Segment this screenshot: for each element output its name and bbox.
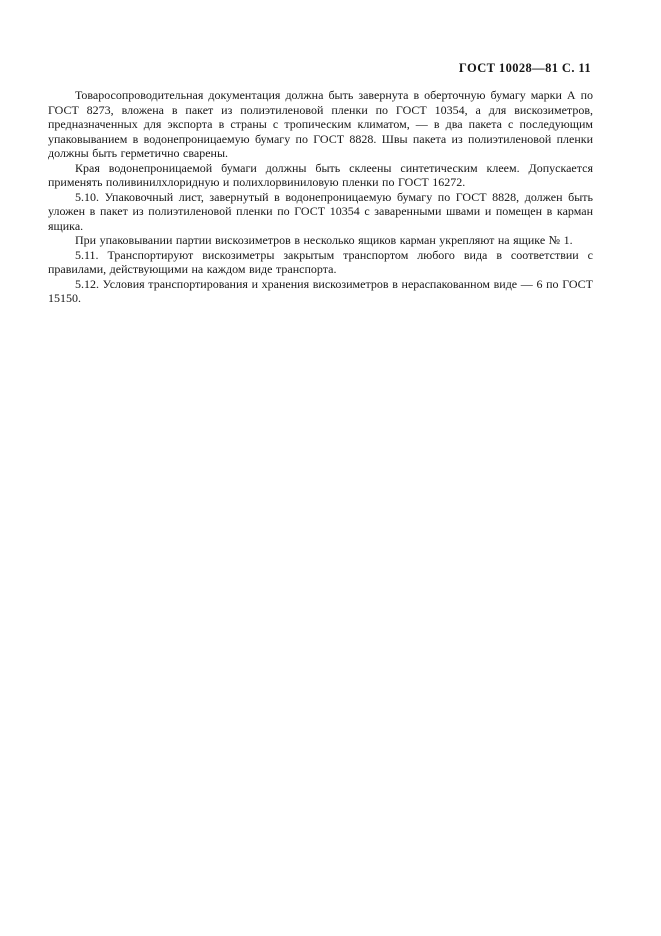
paragraph-paper-edges: Края водонепроницаемой бумаги должны быть склеены синтетическим клеем. Допускается применять поливинилхлоридную и полихлорвиниловую пленки по ГОСТ 16272. bbox=[48, 160, 593, 189]
paragraph-5-12: 5.12. Условия транспортирования и хранения вискозиметров в нераспакованном виде — 6 по ГОСТ 15150. bbox=[48, 276, 593, 305]
document-body bbox=[48, 88, 593, 306]
paragraph-transport-docs: Товаросопроводительная документация должна быть завернута в оберточную бумагу марки А по ГОСТ 8273, вложена в пакет из полиэтиленовой пленки по ГОСТ 10354, а для вискозиметров, предназначенных для экспорта в страны с тропическим климатом, — в два пакета с последующим упаковыванием в водонепроницаемую бумагу по ГОСТ 8828. Швы пакета из полиэтиленовой пленки должны быть герметично сварены. bbox=[48, 88, 593, 160]
paragraph-5-10: 5.10. Упаковочный лист, завернутый в водонепроницаемую бумагу по ГОСТ 8828, должен быть уложен в пакет из полиэтиленовой пленки по ГОСТ 10354 с заваренными швами и помещен в карман ящика. bbox=[48, 189, 593, 233]
paragraph-batch-packing: При упаковывании партии вискозиметров в несколько ящиков карман укрепляют на ящике № 1. bbox=[75, 233, 573, 247]
page-header: ГОСТ 10028—81 С. 11 bbox=[458, 61, 591, 75]
paragraph-5-11: 5.11. Транспортируют вискозиметры закрытым транспортом любого вида в соответствии с правилами, действующими на каждом виде транспорта. bbox=[48, 247, 593, 276]
